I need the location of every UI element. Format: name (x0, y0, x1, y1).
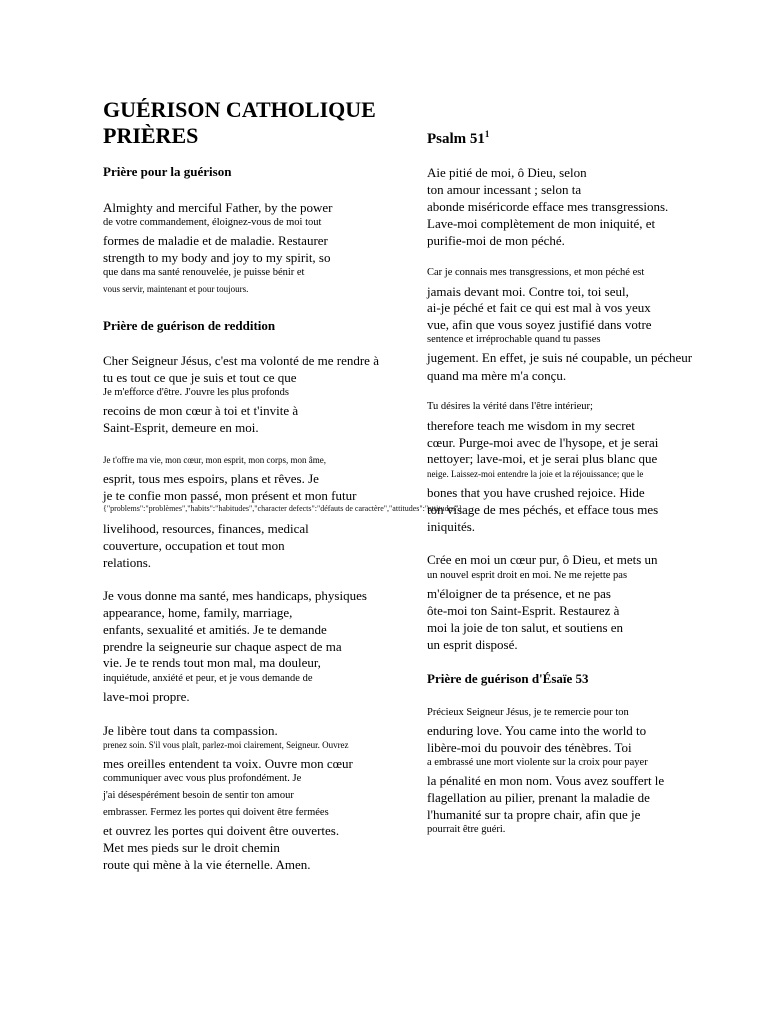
paragraph-line: l'humanité sur ta propre chair, afin que je (427, 807, 641, 822)
paragraph-line: enduring love. You came into the world to (427, 723, 647, 738)
paragraph-line: sentence et irréprochable quand tu passes (427, 334, 601, 345)
paragraph-line: ôte-moi ton Saint-Esprit. Restaurez à (427, 603, 620, 618)
paragraph-line: route qui mène à la vie éternelle. Amen. (103, 857, 311, 872)
paragraph-line: a embrassé une mort violente sur la croix pour payer (427, 757, 648, 768)
paragraph-line: flagellation au pilier, prenant la maladie de (427, 790, 650, 805)
paragraph-line: abonde miséricorde efface mes transgressions. (427, 199, 669, 214)
paragraph-line: la pénalité en mon nom. Vous avez souffert le (427, 773, 665, 788)
paragraph-line: Je t'offre ma vie, mon cœur, mon esprit, mon corps, mon âme, (103, 455, 327, 465)
paragraph-line: que dans ma santé renouvelée, je puisse bénir et (103, 267, 305, 278)
paragraph-line: couverture, occupation et tout mon (103, 538, 285, 553)
paragraph-line: je te confie mon passé, mon présent et mon futur (103, 488, 357, 503)
paragraph-line: Précieux Seigneur Jésus, je te remercie pour ton (427, 707, 629, 718)
paragraph-line: ton amour incessant ; selon ta (427, 182, 582, 197)
heading-psalm-51: Psalm $51^1$ (427, 129, 490, 147)
paragraph-line: embrasser. Fermez les portes qui doivent être fermées (103, 807, 329, 818)
paragraph-line: therefore teach me wisdom in my secret (427, 418, 635, 433)
paragraph-line: neige. Laissez-moi entendre la joie et la réjouissance; que le (427, 469, 644, 479)
paragraph-line: formes de maladie et de maladie. Restaurer (103, 233, 328, 248)
paragraph-line: strength to my body and joy to my spirit, so (103, 250, 331, 265)
paragraph-line: prenez soin. S'il vous plaît, parlez-moi clairement, Seigneur. Ouvrez (103, 740, 349, 750)
paragraph-line: jugement. En effet, je suis né coupable, un pécheur (427, 350, 693, 365)
paragraph-line: Car je connais mes transgressions, et mon péché est (427, 267, 645, 278)
heading-priere-reddition: Prière de guérison de reddition (103, 318, 276, 333)
document-title-line-2: PRIÈRES (103, 123, 199, 148)
paragraph-line: Tu désires la vérité dans l'être intérieur; (427, 401, 593, 412)
footnote-marker: 1 (484, 129, 490, 139)
paragraph-line: quand ma mère m'a conçu. (427, 368, 567, 383)
paragraph-line: pourrait être guéri. (427, 824, 506, 835)
paragraph-line: ton visage de mes péchés, et efface tous mes (427, 502, 659, 517)
paragraph-line: bones that you have crushed rejoice. Hide (427, 485, 645, 500)
paragraph-line: ai-je péché et fait ce qui est mal à vos yeux (427, 300, 651, 315)
paragraph-line: Je vous donne ma santé, mes handicaps, physiques (103, 588, 367, 603)
paragraph-line: esprit, tous mes espoirs, plans et rêves. Je (103, 471, 319, 486)
paragraph-line: Met mes pieds sur le droit chemin (103, 840, 280, 855)
paragraph-line: Almighty and merciful Father, by the power (103, 200, 333, 215)
paragraph-line: moi la joie de ton salut, et soutiens en (427, 620, 624, 635)
paragraph-line: Je m'efforce d'être. J'ouvre les plus profonds (103, 387, 289, 398)
paragraph-line: mes oreilles entendent ta voix. Ouvre mon cœur (103, 756, 353, 771)
paragraph-line: enfants, sexualité et amitiés. Je te demande (103, 622, 327, 637)
paragraph-line: relations. (103, 555, 152, 570)
paragraph-line: appearance, home, family, marriage, (103, 605, 293, 620)
overlapping-translation-artifact: {"problems":"problèmes","habits":"habitudes","character defects":"défauts de caractère","attitudes":"attitudes"} (103, 504, 463, 513)
document-title-line-1: GUÉRISON CATHOLIQUE (103, 97, 376, 122)
paragraph-line: iniquités. (427, 519, 476, 534)
paragraph-line: Crée en moi un cœur pur, ô Dieu, et mets un (427, 552, 658, 567)
paragraph-line: Saint-Esprit, demeure en moi. (103, 420, 259, 435)
paragraph-line: nettoyer; lave-moi, et je serai plus blanc que (427, 451, 658, 466)
paragraph-line: un nouvel esprit droit en moi. Ne me rejette pas (427, 570, 628, 581)
paragraph-line: purifie-moi de mon péché. (427, 233, 565, 248)
paragraph-line: inquiétude, anxiété et peur, et je vous demande de (103, 673, 313, 684)
paragraph-line: Je libère tout dans ta compassion. (103, 723, 278, 738)
paragraph-line: j'ai désespérément besoin de sentir ton amour (103, 790, 294, 801)
paragraph-line: vous servir, maintenant et pour toujours. (103, 284, 249, 294)
paragraph-line: jamais devant moi. Contre toi, toi seul, (427, 284, 629, 299)
paragraph-line: tu es tout ce que je suis et tout ce que (103, 370, 297, 385)
paragraph-line: de votre commandement, éloignez-vous de moi tout (103, 217, 322, 228)
paragraph-line: m'éloigner de ta présence, et ne pas (427, 586, 611, 601)
paragraph-line: lave-moi propre. (103, 689, 190, 704)
paragraph-line: Cher Seigneur Jésus, c'est ma volonté de me rendre à (103, 353, 379, 368)
paragraph-line: vie. Je te rends tout mon mal, ma douleur, (103, 655, 321, 670)
paragraph-line: et ouvrez les portes qui doivent être ouvertes. (103, 823, 340, 838)
heading-priere-guerison: Prière pour la guérison (103, 164, 232, 179)
paragraph-line: libère-moi du pouvoir des ténèbres. Toi (427, 740, 632, 755)
paragraph-line: Aie pitié de moi, ô Dieu, selon (427, 165, 587, 180)
paragraph-line: un esprit disposé. (427, 637, 518, 652)
paragraph-line: Lave-moi complètement de mon iniquité, et (427, 216, 656, 231)
paragraph-line: cœur. Purge-moi avec de l'hysope, et je serai (427, 435, 659, 450)
paragraph-line: livelihood, resources, finances, medical (103, 521, 309, 536)
heading-priere-esaie-53: Prière de guérison d'Ésaïe 53 (427, 671, 589, 686)
paragraph-line: communiquer avec vous plus profondément. Je (103, 773, 302, 784)
paragraph-line: recoins de mon cœur à toi et t'invite à (103, 403, 299, 418)
paragraph-line: vue, afin que vous soyez justifié dans votre (427, 317, 652, 332)
paragraph-line: prendre la seigneurie sur chaque aspect de ma (103, 639, 342, 654)
